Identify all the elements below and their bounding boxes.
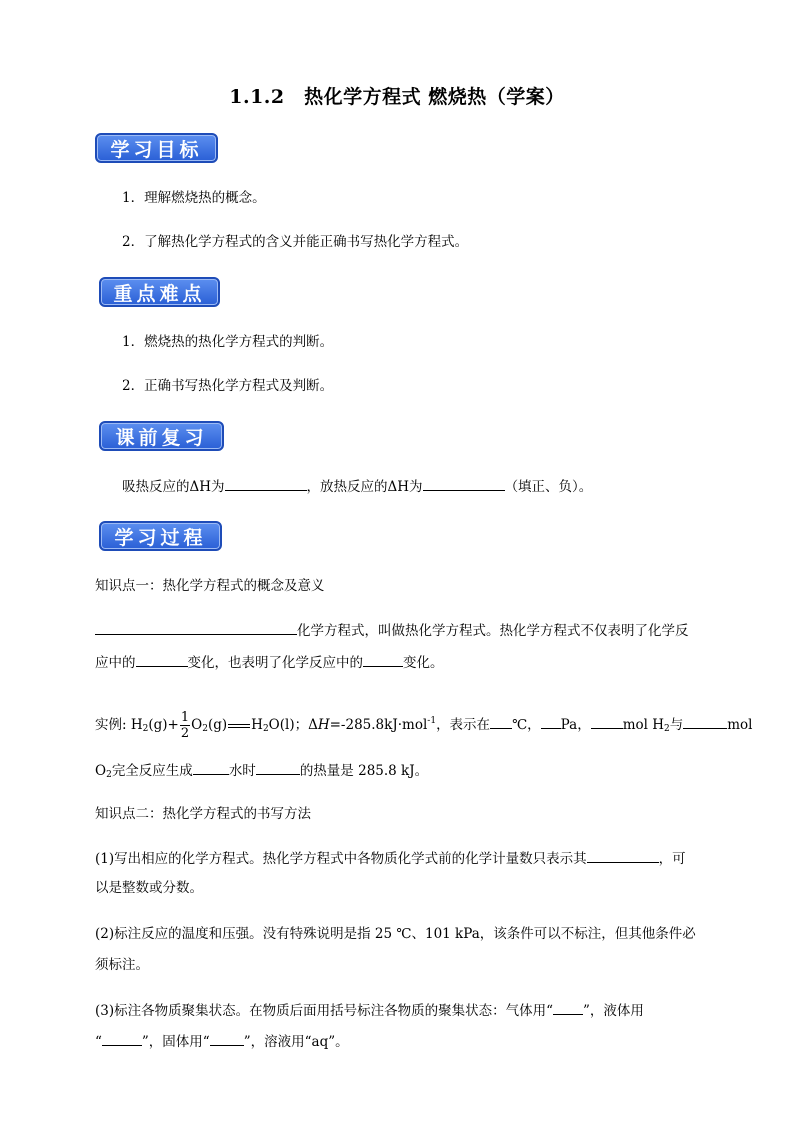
kp2-item-1-text-a: (1)写出相应的化学方程式。热化学方程式中各物质化学式前的化学计量数只表示其 bbox=[95, 851, 587, 867]
chem-formula-h2: $H_2$ bbox=[130, 717, 149, 734]
kp2-item-2-line-1: (2)标注反应的温度和压强。没有特殊说明是指 25 ℃、101 kPa，该条件可以不标注，但其他条件必 bbox=[95, 926, 696, 942]
example-line2-text-b: 完全反应生成 bbox=[111, 763, 193, 779]
kp2-item-3-line-1 bbox=[95, 1000, 644, 1021]
kp1-text-d: 变化。 bbox=[403, 655, 444, 671]
example-text-t2: ℃， bbox=[512, 717, 541, 733]
example-equation-line-1 bbox=[95, 706, 753, 744]
kp2-item-3-text-b: ”，液体用 bbox=[583, 1003, 644, 1019]
page-title: 1.1.2 热化学方程式 燃烧热（学案） bbox=[229, 86, 565, 108]
equals-sign-icon bbox=[228, 724, 250, 728]
fill-blank[interactable] bbox=[591, 714, 623, 729]
fill-blank[interactable] bbox=[363, 652, 403, 667]
section-badge-key-points: 重点难点 bbox=[99, 277, 220, 307]
kp1-paragraph-line-1 bbox=[95, 620, 689, 641]
kp2-item-3-text-a: (3)标注各物质聚集状态。在物质后面用括号标注各物质的聚集状态：气体用“ bbox=[95, 1003, 554, 1019]
example-line2-text-c: 水时 bbox=[228, 763, 256, 779]
objective-item-1: 1．理解燃烧热的概念。 bbox=[122, 190, 266, 206]
chem-formula-o2-b: $O_2$ bbox=[95, 763, 112, 780]
fill-blank[interactable] bbox=[95, 620, 297, 635]
chem-formula-o2: $O_2$ bbox=[191, 717, 208, 734]
fill-blank[interactable] bbox=[210, 1031, 244, 1046]
fill-blank[interactable] bbox=[490, 714, 512, 729]
kp2-item-2-line-2: 须标注。 bbox=[95, 957, 149, 973]
kp2-item-1-text-b: ，可 bbox=[658, 851, 686, 867]
example-text-t6: mol bbox=[727, 717, 753, 733]
knowledge-point-1-heading: 知识点一：热化学方程式的概念及意义 bbox=[95, 578, 325, 594]
example-state-g2: (g) bbox=[207, 717, 228, 733]
fill-blank[interactable] bbox=[225, 476, 307, 491]
example-line2-text-d: 的热量是 285.8 kJ。 bbox=[299, 763, 429, 779]
kp1-text-c: 变化，也表明了化学反应中的 bbox=[187, 655, 363, 671]
section-badge-objectives: 学习目标 bbox=[95, 133, 218, 163]
fraction-one-half: $\frac{1}{2}$ bbox=[180, 710, 190, 741]
example-text-t5: 与 bbox=[669, 717, 684, 733]
objective-item-2: 2．了解热化学方程式的含义并能正确书写热化学方程式。 bbox=[122, 234, 469, 250]
example-equation-line-2 bbox=[95, 760, 428, 785]
fill-blank[interactable] bbox=[683, 714, 727, 729]
chem-formula-h2o: $H_2O(l)$；Δ bbox=[251, 717, 318, 734]
key-point-item-1: 1．燃烧热的热化学方程式的判断。 bbox=[122, 334, 334, 350]
review-text-c: （填正、负）。 bbox=[504, 479, 593, 495]
section-badge-review: 课前复习 bbox=[99, 421, 224, 451]
enthalpy-value: =-285.8kJ·mol$^{-1}$ bbox=[329, 716, 437, 733]
kp1-paragraph-line-2 bbox=[95, 652, 444, 673]
example-text-t1: ，表示在 bbox=[436, 717, 491, 733]
kp2-item-3-text-e: ”，溶液用“aq”。 bbox=[243, 1034, 349, 1050]
section-badge-process: 学习过程 bbox=[99, 521, 222, 551]
fill-blank[interactable] bbox=[423, 476, 505, 491]
fill-blank[interactable] bbox=[553, 1000, 583, 1015]
kp2-item-1-line-1 bbox=[95, 848, 686, 869]
knowledge-point-2-heading: 知识点二：热化学方程式的书写方法 bbox=[95, 806, 311, 822]
review-text-b: ，放热反应的ΔH为 bbox=[306, 479, 423, 495]
kp2-item-3-text-d: ”，固体用“ bbox=[141, 1034, 210, 1050]
key-point-item-2: 2．正确书写热化学方程式及判断。 bbox=[122, 378, 334, 394]
example-state-g: (g)+ bbox=[148, 717, 179, 733]
example-text-t3: Pa， bbox=[560, 717, 591, 733]
kp2-item-1-line-2: 以是整数或分数。 bbox=[95, 880, 203, 896]
fill-blank[interactable] bbox=[136, 652, 188, 667]
fill-blank[interactable] bbox=[587, 848, 659, 863]
enthalpy-symbol: H bbox=[317, 717, 330, 733]
fill-blank[interactable] bbox=[193, 760, 229, 775]
kp2-item-3-text-c: “ bbox=[95, 1034, 102, 1050]
kp1-text-a: 化学方程式，叫做热化学方程式。热化学方程式不仅表明了化学反 bbox=[297, 623, 689, 639]
fill-blank[interactable] bbox=[256, 760, 300, 775]
kp2-item-3-line-2 bbox=[95, 1031, 349, 1052]
review-question bbox=[122, 476, 592, 497]
fill-blank[interactable] bbox=[541, 714, 561, 729]
review-text-a: 吸热反应的ΔH为 bbox=[122, 479, 225, 495]
fill-blank[interactable] bbox=[102, 1031, 142, 1046]
example-prefix: 实例: bbox=[95, 717, 127, 733]
kp1-text-b: 应中的 bbox=[95, 655, 136, 671]
example-text-t4: mol $H_2$ bbox=[622, 717, 670, 734]
